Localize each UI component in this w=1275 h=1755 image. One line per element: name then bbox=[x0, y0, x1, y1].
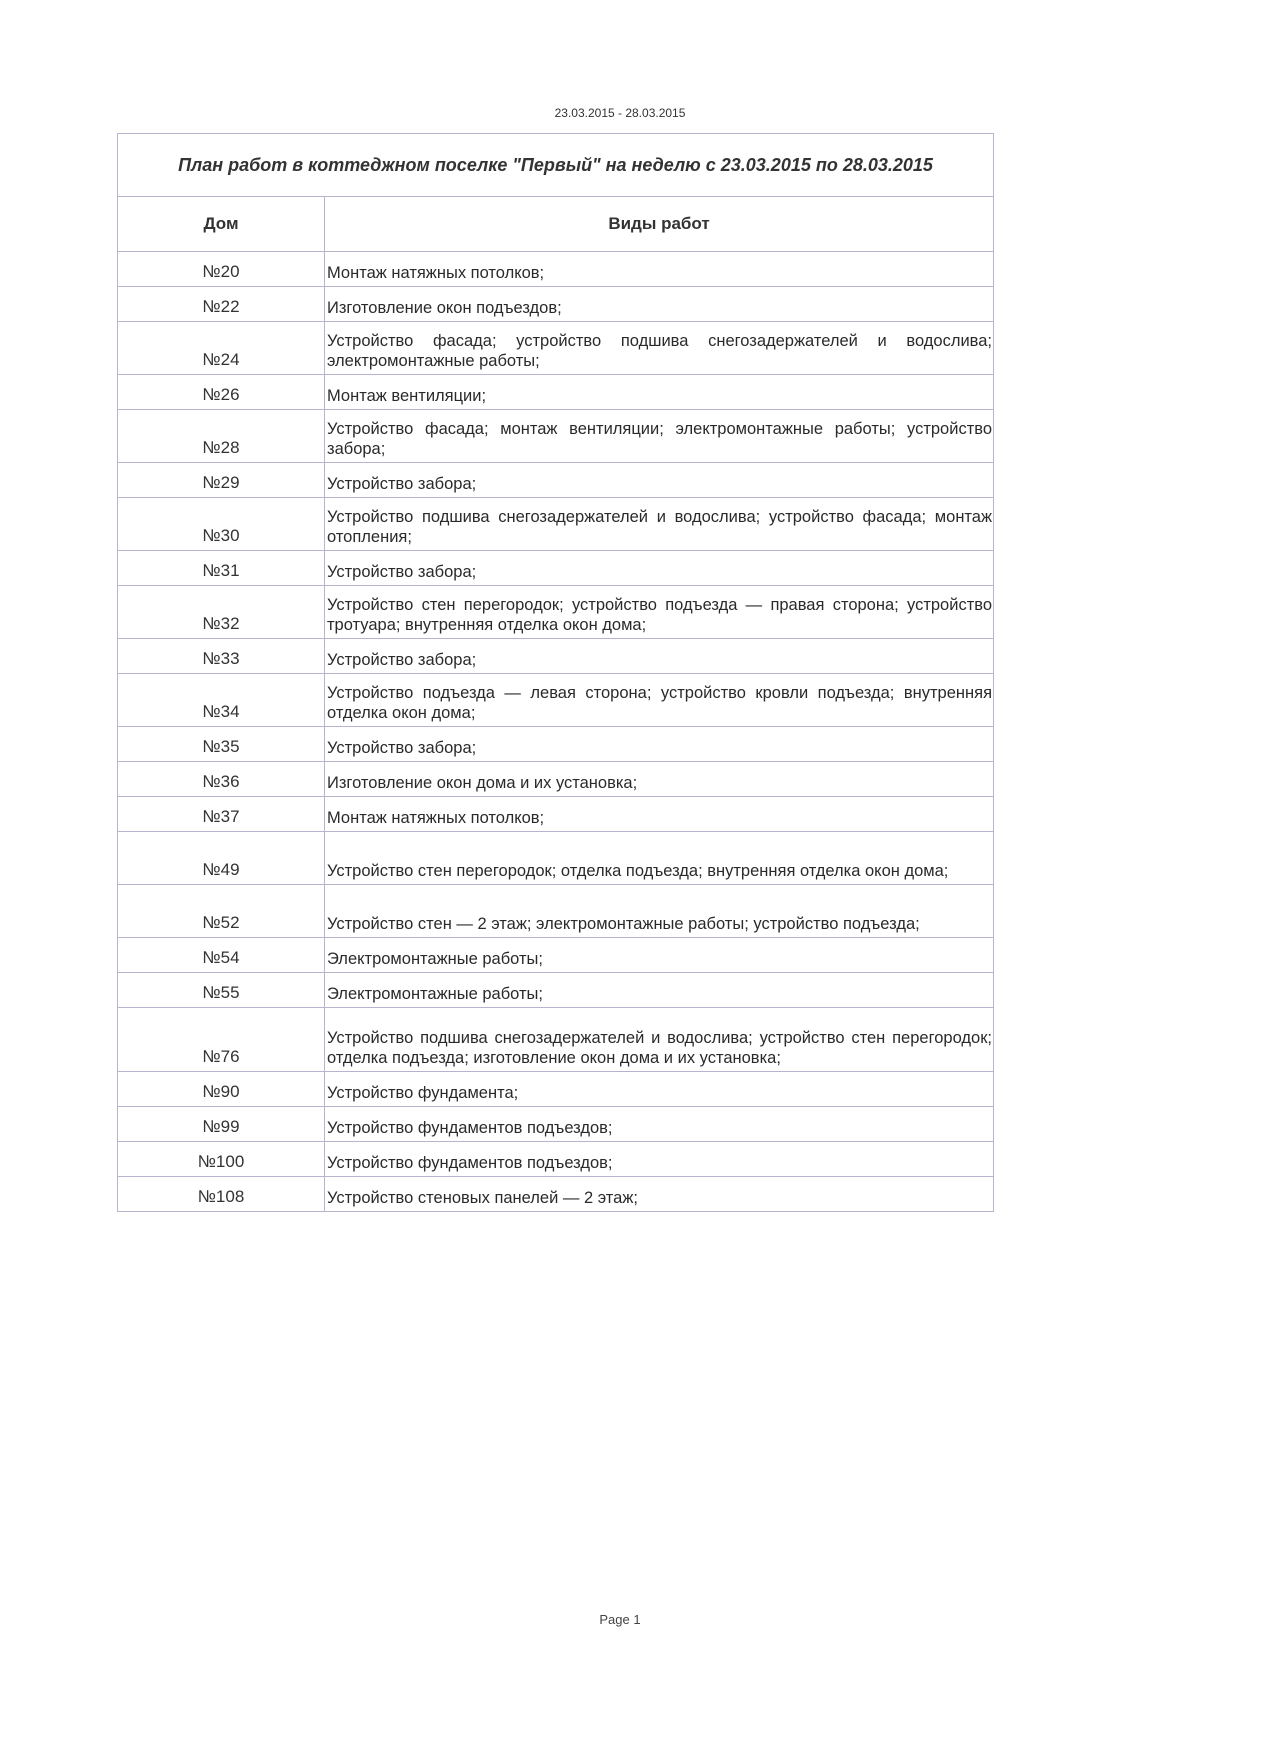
house-number: №35 bbox=[118, 727, 325, 762]
table-row bbox=[118, 322, 994, 375]
table-row bbox=[118, 674, 994, 727]
work-description: Устройство подшива снегозадержателей и водослива; устройство фасада; монтаж отопления; bbox=[325, 498, 994, 551]
table-title: План работ в коттеджном поселке "Первый" на неделю с 23.03.2015 по 28.03.2015 bbox=[118, 134, 994, 197]
column-header-row bbox=[118, 197, 994, 252]
work-description: Устройство забора; bbox=[325, 551, 994, 586]
house-number: №37 bbox=[118, 797, 325, 832]
work-description: Изготовление окон дома и их установка; bbox=[325, 762, 994, 797]
table-row bbox=[118, 551, 994, 586]
work-description: Электромонтажные работы; bbox=[325, 973, 994, 1008]
house-number: №33 bbox=[118, 639, 325, 674]
work-description: Устройство фасада; устройство подшива снегозадержателей и водослива; электромонтажные работы; bbox=[325, 322, 994, 375]
date-range-header: 23.03.2015 - 28.03.2015 bbox=[554, 106, 686, 120]
house-number: №36 bbox=[118, 762, 325, 797]
work-description: Устройство забора; bbox=[325, 639, 994, 674]
table-row bbox=[118, 375, 994, 410]
house-number: №52 bbox=[118, 885, 325, 938]
work-description: Устройство забора; bbox=[325, 727, 994, 762]
table-row bbox=[118, 639, 994, 674]
work-description: Монтаж натяжных потолков; bbox=[325, 797, 994, 832]
house-number: №32 bbox=[118, 586, 325, 639]
house-number: №54 bbox=[118, 938, 325, 973]
work-description: Устройство стен перегородок; устройство подъезда — правая сторона; устройство тротуара; внутренняя отделка окон дома; bbox=[325, 586, 994, 639]
table-row bbox=[118, 727, 994, 762]
table-row bbox=[118, 252, 994, 287]
house-number: №20 bbox=[118, 252, 325, 287]
table-row bbox=[118, 885, 994, 938]
house-number: №22 bbox=[118, 287, 325, 322]
table-row bbox=[118, 1177, 994, 1212]
house-number: №49 bbox=[118, 832, 325, 885]
table-row bbox=[118, 1142, 994, 1177]
house-number: №100 bbox=[118, 1142, 325, 1177]
table-row bbox=[118, 287, 994, 322]
page-number: Page 1 bbox=[599, 1612, 641, 1627]
house-number: №76 bbox=[118, 1008, 325, 1072]
work-description: Устройство стеновых панелей — 2 этаж; bbox=[325, 1177, 994, 1212]
work-description: Устройство стен перегородок; отделка подъезда; внутренняя отделка окон дома; bbox=[325, 832, 994, 885]
work-description: Монтаж вентиляции; bbox=[325, 375, 994, 410]
table-row bbox=[118, 762, 994, 797]
work-description: Устройство фасада; монтаж вентиляции; электромонтажные работы; устройство забора; bbox=[325, 410, 994, 463]
work-description: Устройство подъезда — левая сторона; устройство кровли подъезда; внутренняя отделка окон дома; bbox=[325, 674, 994, 727]
house-number: №31 bbox=[118, 551, 325, 586]
table-row bbox=[118, 586, 994, 639]
table-row bbox=[118, 832, 994, 885]
house-number: №34 bbox=[118, 674, 325, 727]
table-row bbox=[118, 498, 994, 551]
table-row bbox=[118, 1107, 994, 1142]
work-plan-table bbox=[117, 133, 994, 1212]
table-row bbox=[118, 938, 994, 973]
house-number: №90 bbox=[118, 1072, 325, 1107]
work-description: Устройство забора; bbox=[325, 463, 994, 498]
work-description: Устройство подшива снегозадержателей и водослива; устройство стен перегородок; отделка подъезда; изготовление окон дома и их установка; bbox=[325, 1008, 994, 1072]
work-description: Устройство стен — 2 этаж; электромонтажные работы; устройство подъезда; bbox=[325, 885, 994, 938]
work-description: Изготовление окон подъездов; bbox=[325, 287, 994, 322]
table-row bbox=[118, 463, 994, 498]
house-number: №55 bbox=[118, 973, 325, 1008]
house-number: №99 bbox=[118, 1107, 325, 1142]
work-description: Устройство фундамента; bbox=[325, 1072, 994, 1107]
house-number: №29 bbox=[118, 463, 325, 498]
table-row bbox=[118, 1008, 994, 1072]
work-description: Устройство фундаментов подъездов; bbox=[325, 1107, 994, 1142]
column-header-work: Виды работ bbox=[325, 197, 994, 252]
column-header-house: Дом bbox=[118, 197, 325, 252]
work-description: Монтаж натяжных потолков; bbox=[325, 252, 994, 287]
table-row bbox=[118, 973, 994, 1008]
work-description: Устройство фундаментов подъездов; bbox=[325, 1142, 994, 1177]
house-number: №28 bbox=[118, 410, 325, 463]
work-description: Электромонтажные работы; bbox=[325, 938, 994, 973]
house-number: №26 bbox=[118, 375, 325, 410]
title-row bbox=[118, 134, 994, 197]
table-row bbox=[118, 1072, 994, 1107]
table-row bbox=[118, 797, 994, 832]
table-row bbox=[118, 410, 994, 463]
house-number: №108 bbox=[118, 1177, 325, 1212]
house-number: №24 bbox=[118, 322, 325, 375]
house-number: №30 bbox=[118, 498, 325, 551]
